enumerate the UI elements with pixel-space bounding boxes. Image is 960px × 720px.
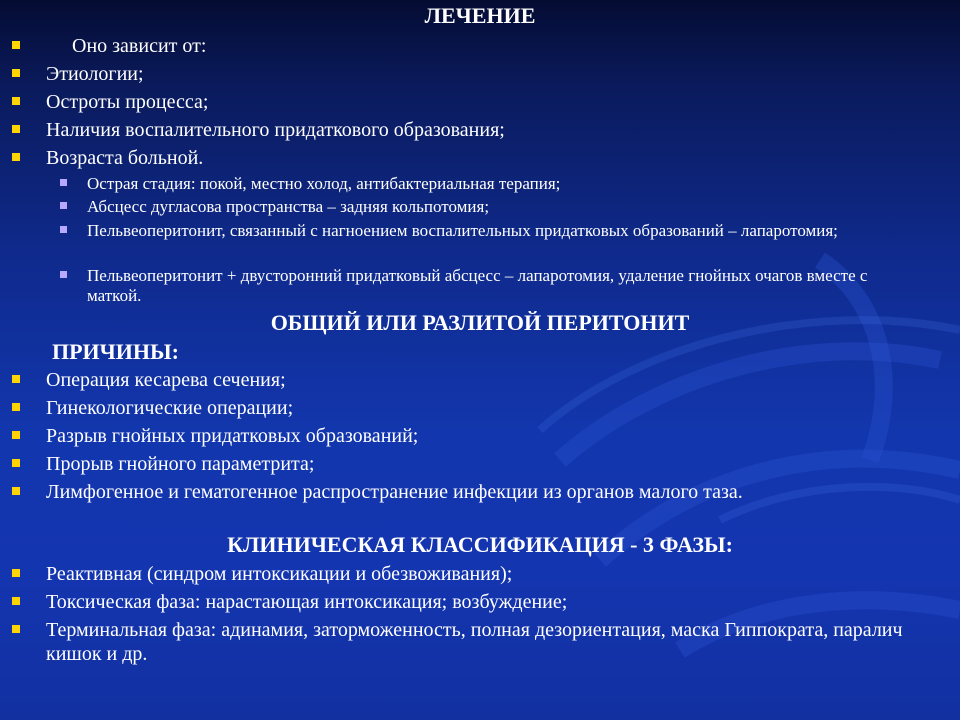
heading-classification: КЛИНИЧЕСКАЯ КЛАССИФИКАЦИЯ - 3 ФАЗЫ: — [227, 532, 733, 557]
heading-causes: ПРИЧИНЫ: — [52, 339, 179, 364]
square-bullet-icon — [12, 487, 20, 495]
sub-list-item-text: Абсцесс дугласова пространства – задняя кольпотомия; — [87, 197, 490, 216]
square-bullet-icon — [12, 403, 20, 411]
sub-list-item-text: Пельвеоперитонит + двусторонний придатковый абсцесс – лапаротомия, удаление гнойных очагов вместе с маткой. — [87, 266, 868, 305]
square-bullet-icon — [12, 375, 20, 383]
square-bullet-icon — [60, 226, 67, 233]
list-item-text: Наличия воспалительного придаткового образования; — [46, 119, 505, 141]
list-item-text: Реактивная (синдром интоксикации и обезвоживания); — [46, 563, 513, 585]
heading-treatment: ЛЕЧЕНИЕ — [424, 3, 536, 28]
square-bullet-icon — [12, 153, 20, 161]
square-bullet-icon — [12, 569, 20, 577]
square-bullet-icon — [60, 179, 67, 186]
list-item-text: Оно зависит от: — [72, 35, 207, 57]
list-item-text: Разрыв гнойных придатковых образований; — [46, 425, 419, 447]
list-item-text: Гинекологические операции; — [46, 397, 294, 419]
square-bullet-icon — [12, 97, 20, 105]
square-bullet-icon — [12, 459, 20, 467]
list-item-text: Лимфогенное и гематогенное распространение инфекции из органов малого таза. — [46, 481, 743, 503]
square-bullet-icon — [12, 41, 20, 49]
list-item-text: Этиологии; — [46, 63, 144, 85]
sub-list-item-text: Пельвеоперитонит, связанный с нагноением воспалительных придатковых образований – лапаротомия; — [87, 221, 838, 240]
square-bullet-icon — [60, 202, 67, 209]
square-bullet-icon — [60, 271, 67, 278]
list-item-text: Операция кесарева сечения; — [46, 369, 286, 391]
square-bullet-icon — [12, 597, 20, 605]
sub-list-item-text: Острая стадия: покой, местно холод, антибактериальная терапия; — [87, 174, 561, 193]
list-item-text: Остроты процесса; — [46, 91, 209, 113]
square-bullet-icon — [12, 625, 20, 633]
square-bullet-icon — [12, 125, 20, 133]
list-item-text: Возраста больной. — [46, 147, 204, 169]
heading-peritonitis: ОБЩИЙ ИЛИ РАЗЛИТОЙ ПЕРИТОНИТ — [270, 310, 690, 335]
list-item-text: Терминальная фаза: адинамия, заторможенность, полная дезориентация, маска Гиппократа, паралич кишок и др. — [46, 619, 903, 665]
square-bullet-icon — [12, 431, 20, 439]
list-item-text: Токсическая фаза: нарастающая интоксикация; возбуждение; — [46, 591, 568, 613]
square-bullet-icon — [12, 69, 20, 77]
list-item-text: Прорыв гнойного параметрита; — [46, 453, 315, 475]
